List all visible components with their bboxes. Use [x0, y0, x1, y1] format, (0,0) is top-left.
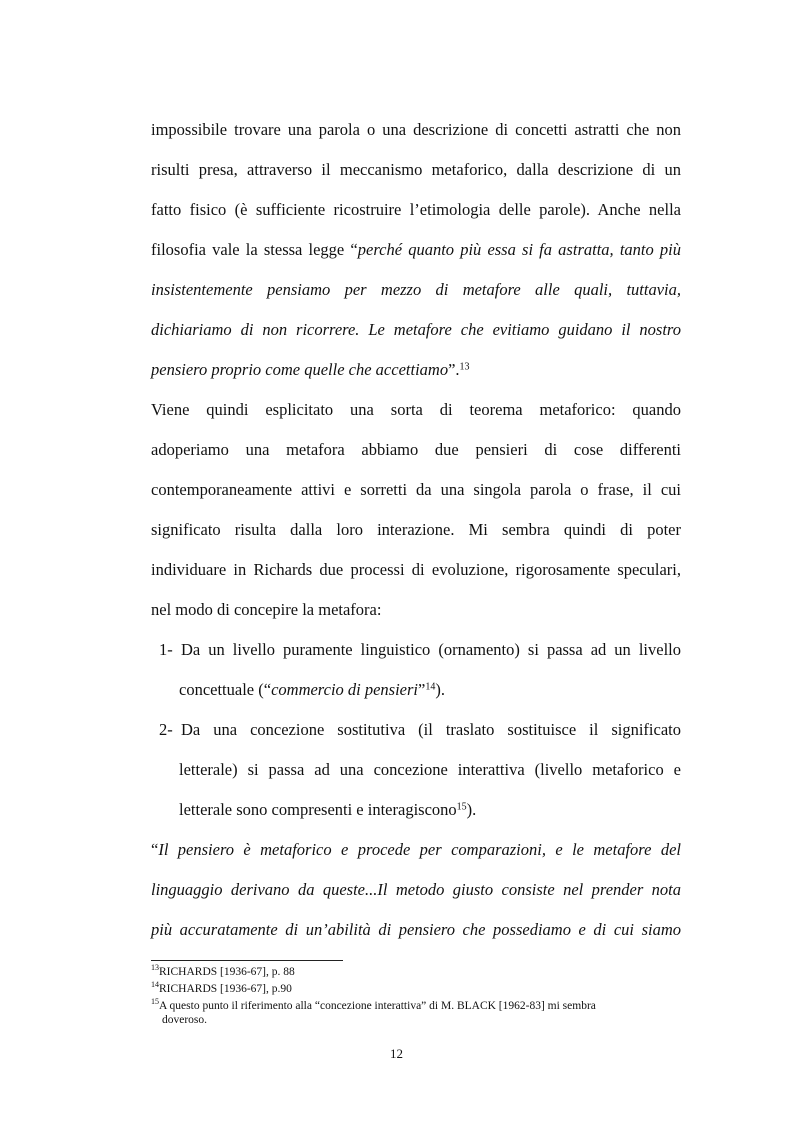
quoted-line [151, 360, 681, 380]
body-line: risulti presa, attraverso il meccanismo metaforico, dalla descrizione di un [151, 160, 681, 179]
quoted-text: commercio di pensieri [271, 680, 419, 699]
list-text: concettuale (“commercio di pensieri”$^{14}$). [179, 680, 445, 699]
body-line: Viene quindi esplicitato una sorta di teorema metaforico: quando [151, 400, 681, 419]
body-line: impossibile trovare una parola o una descrizione di concetti astratti che non [151, 120, 681, 139]
footnote: $^{15}$A questo punto il riferimento alla “concezione interattiva” di M. BLACK [1962-83] mi sembra [151, 997, 596, 1012]
footnote-number: 13 [151, 963, 159, 973]
quote-line: linguaggio derivano da queste...Il metodo giusto consiste nel prender nota [151, 880, 681, 899]
quoted-text: pensiero proprio come quelle che accettiamo [151, 360, 449, 379]
footnote-number: 14 [151, 980, 159, 990]
list-text: Da una concezione sostitutiva (il traslato sostituisce il significato [181, 720, 681, 739]
body-line: fatto fisico (è sufficiente ricostruire l’etimologia delle parole). Anche nella [151, 200, 681, 219]
footnote: $^{13}$RICHARDS [1936-67], p. 88 [151, 963, 295, 978]
body-line: significato risulta dalla loro interazione. Mi sembra quindi di poter [151, 520, 681, 539]
quoted-line: insistentemente pensiamo per mezzo di metafore alle quali, tuttavia, [151, 280, 681, 299]
quoted-text: perché quanto più essa si fa astratta, tanto più [357, 240, 681, 259]
footnote-ref: 15 [456, 801, 467, 813]
list-text: Da un livello puramente linguistico (ornamento) si passa ad un livello [181, 640, 681, 659]
list-number: 2- [159, 720, 173, 739]
page-number: 12 [390, 1046, 403, 1061]
body-line: nel modo di concepire la metafora: [151, 600, 382, 619]
list-text: letterale) si passa ad una concezione interattiva (livello metaforico e [179, 760, 681, 779]
quote-line: più accuratamente di un’abilità di pensiero che possediamo e di cui siamo [151, 920, 681, 939]
quoted-line: dichiariamo di non ricorrere. Le metafore che evitiamo guidano il nostro [151, 320, 681, 339]
body-line: contemporaneamente attivi e sorretti da una singola parola o frase, il cui [151, 480, 681, 499]
footnote-separator [151, 960, 343, 961]
closing-quote: ”. [448, 360, 460, 379]
quote-line: “Il pensiero è metaforico e procede per comparazioni, e le metafore del [151, 840, 681, 859]
body-line: individuare in Richards due processi di evoluzione, rigorosamente speculari, [151, 560, 681, 579]
list-text: letterale sono compresenti e interagiscono$^{15}$). [179, 800, 477, 819]
footnote-number: 15 [151, 997, 159, 1007]
footnote-cont: doveroso. [162, 1014, 208, 1026]
body-text: filosofia vale la stessa legge “ [151, 240, 358, 259]
footnote: $^{14}$RICHARDS [1936-67], p.90 [151, 980, 292, 995]
body-line: adoperiamo una metafora abbiamo due pensieri di cose differenti [151, 440, 681, 459]
footnote-ref: 13 [459, 361, 470, 373]
footnote-ref: 14 [425, 681, 436, 693]
list-number: 1- [159, 640, 173, 659]
body-line [151, 240, 681, 260]
